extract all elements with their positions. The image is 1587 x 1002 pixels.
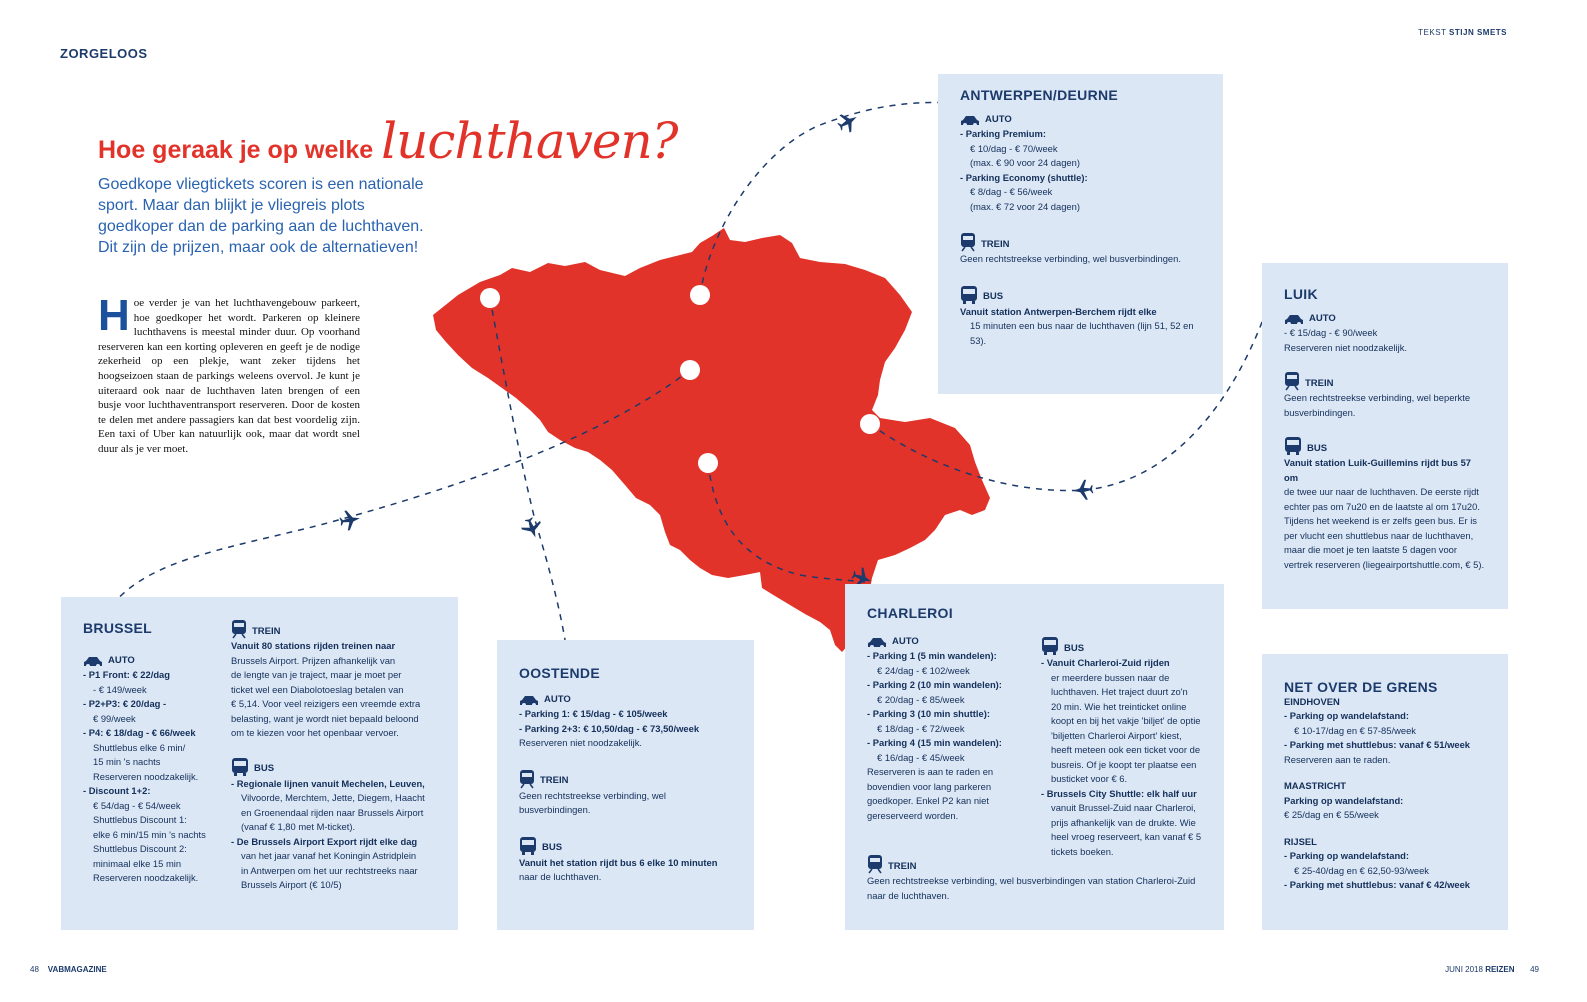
airport-brussel — [680, 360, 700, 380]
airport-luik — [860, 414, 880, 434]
title-script: luchthaven? — [381, 112, 678, 170]
train-icon — [519, 769, 535, 789]
page-number-left: 48 — [30, 965, 39, 974]
oostende-trein-heading: TREIN — [519, 769, 732, 789]
charleroi-box: CHARLEROI AUTO - Parking 1 (5 min wandelen): € 24/dag - € 102/week - Parking 2 (10 min wandelen): € 20/dag - € 85/week - Parking 3 (10 min shuttle): € 18/dag - € 72/week - Parking 4 (15 min wandelen): € 16/dag - € 45/week Reserveren is aan te raden en bovendien voor lang parkeren goedkoper. Enkel P2 kan niet gereserveerd worden. BUS - Vanuit Charleroi-Zuid rijden er meerdere bussen naar de luchthaven. Het traject duurt zo'n 20 min. Wie het treinticket online koopt en bij het vakje 'biljet' de optie 'biljetten Charleroi Airport' kiest, heeft meteen ook een ticket voor de busreis. Of je koopt ter plaatse een busticket voor € 6. - Brussels City Shuttle: elk half uur vanuit Brussel-Zuid naar Charleroi, prijs afhankelijk van de drukte. Wie heel vroeg reserveert, kan vanaf € 5 tickets boeken. TREIN Geen rechtstreekse verbinding, wel busverbindingen van station Charleroi-Zuid naar de luchthaven. — [845, 584, 1224, 930]
antwerpen-trein-heading: TREIN — [960, 232, 1201, 252]
car-icon — [867, 637, 887, 649]
page-title — [98, 112, 677, 170]
grens-title: NET OVER DE GRENS — [1284, 679, 1438, 695]
body-text: oe verder je van het luchthavengebouw parkeert, hoe goedkoper het wordt. Parkeren op kleinere luchthavens is meestal minder duur. Op voorhand reserveren kan een korting opleveren en geeft je de nodige zekerheid op een plekje, want zeker tijdens het hoogseizoen staan de parkings weleens overvol. Je kunt je uiteraard ook naar de luchthaven laten brengen of een busje voor luchthaventransport reserveren. Door de kosten te delen met andere passagiers kan dat best voordelig zijn. Een taxi of Uber kan natuurlijk ook, maar dat wordt snel duur als je ver moet. — [98, 297, 360, 455]
bus-icon — [519, 836, 537, 856]
body-paragraph — [98, 291, 360, 457]
oostende-title: OOSTENDE — [519, 665, 600, 681]
luik-box: LUIK AUTO - € 15/dag - € 90/week Reserveren niet noodzakelijk. TREIN Geen rechtstreekse verbinding, wel beperkte busverbindingen. BUS Vanuit station Luik-Guillemins rijdt bus 57 om de twee uur naar de luchthaven. De eerste rijdt echter pas om 7u20 en de laatste al om 17u20. Tijdens het weekend is er zelfs geen bus. Er is per vlucht een shuttlebus naar de luchthaven, maar die moet je ten laatste 5 dagen voor vertrek reserveren (liegeairportshuttle.com, € 5). — [1262, 263, 1508, 609]
rijsel-heading: RIJSEL — [1284, 835, 1317, 847]
car-icon — [1284, 314, 1304, 326]
antwerpen-bus-heading: BUS — [960, 285, 1201, 305]
airport-charleroi — [698, 453, 718, 473]
footer-left — [30, 965, 107, 974]
antwerpen-box: ANTWERPEN/DEURNE AUTO - Parking Premium: € 10/dag - € 70/week (max. € 90 voor 24 dagen) - Parking Economy (shuttle): € 8/dag - € 56/week (max. € 72 voor 24 dagen) TREIN Geen rechtstreekse verbinding, wel busverbindingen. BUS Vanuit station Antwerpen-Berchem rijdt elke 15 minuten een bus naar de luchthaven (lijn 51, 52 en 53). — [938, 74, 1223, 394]
brussel-title: BRUSSEL — [83, 620, 152, 636]
oostende-auto-heading: AUTO — [519, 693, 732, 708]
airport-oostende — [480, 288, 500, 308]
title-plain: Hoe geraak je op welke — [98, 136, 374, 164]
luik-trein-heading: TREIN — [1284, 371, 1486, 391]
maastricht-heading: MAASTRICHT — [1284, 780, 1346, 791]
antwerpen-auto-list: - Parking Premium: € 10/dag - € 70/week (max. € 90 voor 24 dagen) - Parking Economy (shuttle): € 8/dag - € 56/week (max. € 72 voor 24 dagen) — [960, 128, 1088, 212]
bus-icon — [1041, 636, 1059, 656]
bus-icon — [960, 285, 978, 305]
luik-bus-heading: BUS — [1284, 436, 1486, 456]
charleroi-bus-heading: BUS — [1041, 636, 1217, 656]
grens-box: NET OVER DE GRENS EINDHOVEN - Parking op wandelafstand: € 10-17/dag en € 57-85/week - Parking met shuttlebus: vanaf € 51/week Reserveren aan te raden. MAASTRICHT Parking op wandelafstand: € 25/dag en € 55/week RIJSEL - Parking op wandelafstand: € 25-40/dag en € 62,50-93/week - Parking met shuttlebus: vanaf € 42/week — [1262, 654, 1508, 930]
charleroi-trein-heading: TREIN — [867, 854, 1207, 874]
train-icon — [960, 232, 976, 252]
brussel-bus-heading: BUS — [231, 757, 446, 777]
footer-right — [1445, 965, 1539, 974]
car-icon — [519, 695, 539, 707]
antwerpen-title: ANTWERPEN/DEURNE — [960, 87, 1119, 103]
plane-icon — [338, 508, 361, 531]
section-label: ZORGELOOS — [60, 46, 148, 61]
train-icon — [867, 854, 883, 874]
magazine-name: VABMAGAZINE — [47, 965, 107, 974]
bus-icon — [1284, 436, 1302, 456]
dropcap: H — [98, 291, 130, 340]
luik-title: LUIK — [1284, 286, 1318, 302]
plane-icon — [1072, 479, 1094, 501]
antwerpen-auto-heading: AUTO — [960, 113, 1201, 128]
author-prefix: TEKST — [1418, 28, 1447, 37]
intro-paragraph: Goedkope vliegtickets scoren is een nationale sport. Maar dan blijkt je vliegreis plots goedkoper dan de parking aan de luchthaven. Dit zijn de prijzen, maar ook de alternatieven! — [98, 176, 424, 256]
eindhoven-heading: EINDHOVEN — [1284, 695, 1340, 707]
charleroi-title: CHARLEROI — [867, 605, 953, 621]
author-credit — [1418, 28, 1507, 37]
car-icon — [83, 656, 103, 668]
brussel-auto-heading: AUTO — [83, 654, 223, 669]
plane-icon — [519, 515, 545, 541]
page-number-right: 49 — [1530, 965, 1539, 974]
issue-date: JUNI 2018 — [1445, 965, 1483, 974]
luik-auto-heading: AUTO — [1284, 312, 1486, 327]
oostende-box: OOSTENDE AUTO - Parking 1: € 15/dag - € 105/week - Parking 2+3: € 10,50/dag - € 73,50/week Reserveren niet noodzakelijk. TREIN Geen rechtstreekse verbinding, wel busverbindingen. BUS Vanuit het station rijdt bus 6 elke 10 minuten naar de luchthaven. — [497, 640, 754, 930]
airport-antwerpen — [690, 285, 710, 305]
train-icon — [1284, 371, 1300, 391]
author-name: STIJN SMETS — [1449, 28, 1507, 37]
brussel-trein-heading: TREIN — [231, 619, 446, 639]
car-icon — [960, 115, 980, 127]
train-icon — [231, 619, 247, 639]
charleroi-auto-heading: AUTO — [867, 635, 1037, 650]
oostende-bus-heading: BUS — [519, 836, 732, 856]
bus-icon — [231, 757, 249, 777]
brussel-box: BRUSSEL AUTO - P1 Front: € 22/dag - € 149/week - P2+P3: € 20/dag - € 99/week - P4: € 18/dag - € 66/week Shuttlebus elke 6 min/ 15 min 's nachts Reserveren noodzakelijk. - Discount 1+2: € 54/dag - € 54/week Shuttlebus Discount 1: elke 6 min/15 min 's nachts Shuttlebus Discount 2: minimaal elke 15 min Reserveren noodzakelijk. TREIN Vanuit 80 stations rijden treinen naar Brussels Airport. Prijzen afhankelijk van de lengte van je traject, maar je moet per ticket wel een Diabolotoeslag betalen van € 5,14. Voor veel reizigers een vreemde extra belasting, want je wordt niet bepaald beloond om te kiezen voor het openbaar vervoer. BUS - Regionale lijnen vanuit Mechelen, Leuven, Vilvoorde, Merchtem, Jette, Diegem, Haacht en Groenendaal rijden naar Brussels Airport (vanaf € 1,80 met M-ticket). - De Brussels Airport Export rijdt elke dag van het jaar vanaf het Koningin Astridplein in Antwerpen om het uur rechtstreeks naar Brussels Airport (€ 10/5) — [61, 597, 458, 930]
footer-section: REIZEN — [1485, 965, 1515, 974]
